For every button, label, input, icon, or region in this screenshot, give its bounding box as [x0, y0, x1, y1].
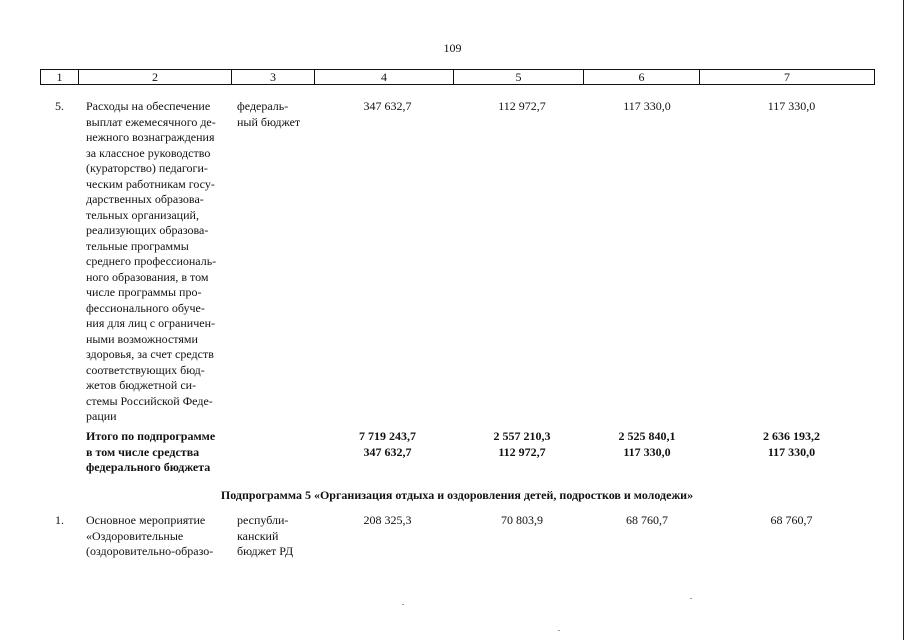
- total-col5: 2 557 210,3 112 972,7: [493, 429, 551, 459]
- column-header: 7: [700, 70, 875, 85]
- page-number: 109: [443, 41, 462, 55]
- row-number: 1.: [55, 513, 64, 527]
- value-col4: 208 325,3: [363, 513, 412, 527]
- value-col7: 68 760,7: [770, 513, 813, 527]
- total-col4: 7 719 243,7 347 632,7: [359, 429, 416, 459]
- total-col7: 2 636 193,2 117 330,0: [763, 429, 820, 459]
- column-header: 2: [79, 70, 232, 85]
- scan-speck: [402, 604, 404, 605]
- value-col5: 70 803,9: [501, 513, 543, 527]
- column-header-row: [40, 69, 875, 85]
- value-col6: 117 330,0: [623, 99, 671, 113]
- scan-speck: [690, 598, 692, 599]
- row-description: Расходы на обеспечение выплат ежемесячного де- нежного вознаграждения за классное руководство (кураторство) педагоги- ческим работникам госу- дарственных образова- тельных организаций, реализующих образова- тельные программы среднего профессиональ- ного образования, в том числе программы про- фессионального обуче- ния для лиц с ограничен- ными возможностями здоровья, за счет средств соответствующих бюд- жетов бюджетной си- стемы Российской Феде- рации: [86, 99, 217, 423]
- scan-speck: [558, 630, 560, 631]
- row-description: Основное мероприятие «Оздоровительные (оздоровительно-образо-: [86, 513, 214, 558]
- column-header: 4: [315, 70, 454, 85]
- subprogram-title: Подпрограмма 5 «Организация отдыха и оздоровления детей, подростков и молодежи»: [220, 488, 694, 502]
- funding-source: федераль- ный бюджет: [237, 99, 301, 129]
- total-label: Итого по подпрограмме в том числе средства федерального бюджета: [86, 429, 216, 474]
- funding-source: республи- канский бюджет РД: [237, 513, 294, 558]
- column-header: 1: [41, 70, 79, 85]
- value-col7: 117 330,0: [767, 99, 816, 113]
- value-col4: 347 632,7: [363, 99, 412, 113]
- scan-edge-line: [903, 0, 904, 640]
- total-col6: 2 525 840,1 117 330,0: [618, 429, 676, 459]
- row-number: 5.: [55, 99, 64, 113]
- column-header: 6: [584, 70, 700, 85]
- column-header: 3: [232, 70, 315, 85]
- value-col5: 112 972,7: [498, 99, 546, 113]
- value-col6: 68 760,7: [626, 513, 668, 527]
- column-header: 5: [454, 70, 584, 85]
